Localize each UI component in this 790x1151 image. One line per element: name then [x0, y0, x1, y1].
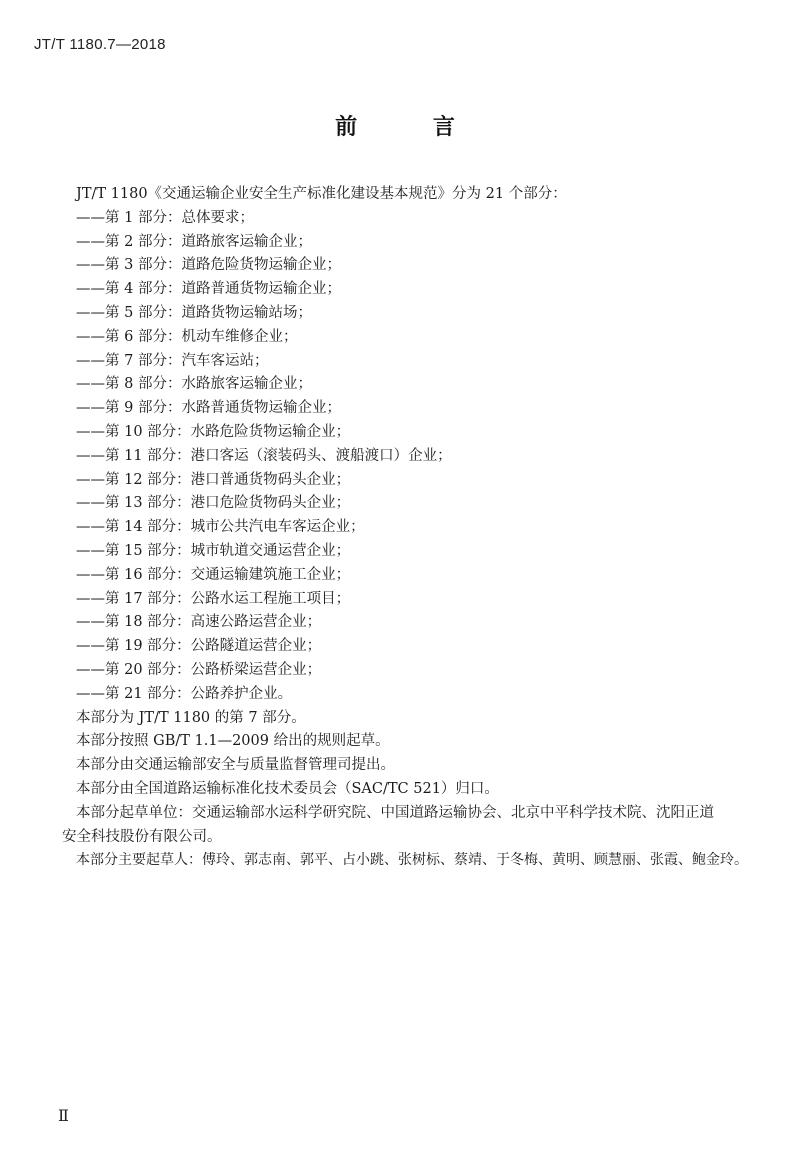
- list-item: ——第 2 部分：道路旅客运输企业；: [76, 233, 312, 250]
- list-item: ——第 9 部分：水路普通货物运输企业；: [76, 400, 341, 417]
- list-item: ——第 6 部分：机动车维修企业；: [76, 328, 298, 345]
- list-item: ——第 12 部分：港口普通货物码头企业；: [76, 471, 351, 488]
- list-item: ——第 19 部分：公路隧道运营企业；: [76, 638, 322, 655]
- drafters-paragraph: 本部分主要起草人：傅玲、郭志南、郭平、占小跳、张树标、蔡靖、于冬梅、黄明、顾慧丽、张霞、鲍金玲。: [76, 852, 748, 869]
- list-item: ——第 3 部分：道路危险货物运输企业；: [76, 257, 341, 274]
- part-number-paragraph: 本部分为 JT/T 1180 的第 7 部分。: [76, 709, 306, 726]
- intro-paragraph: JT/T 1180《交通运输企业安全生产标准化建设基本规范》分为 21 个部分：: [76, 186, 567, 202]
- proposer-paragraph: 本部分由交通运输部安全与质量监督管理司提出。: [76, 757, 395, 774]
- page-title: 前 言: [335, 115, 489, 140]
- list-item: ——第 7 部分：汽车客运站；: [76, 352, 269, 369]
- drafting-units-paragraph: 本部分起草单位：交通运输部水运科学研究院、中国道路运输协会、北京中平科学技术院、沈阳正道: [76, 804, 714, 821]
- list-item: ——第 15 部分：城市轨道交通运营企业；: [76, 542, 351, 559]
- list-item: ——第 17 部分：公路水运工程施工项目；: [76, 590, 351, 607]
- list-item: ——第 1 部分：总体要求；: [76, 209, 254, 226]
- foreword-body: [62, 183, 754, 873]
- list-item: ——第 5 部分：道路货物运输站场；: [76, 304, 312, 321]
- list-item: ——第 8 部分：水路旅客运输企业；: [76, 376, 312, 393]
- list-item: ——第 10 部分：水路危险货物运输企业；: [76, 423, 351, 440]
- parts-list: [62, 207, 754, 707]
- drafting-rules-paragraph: 本部分按照 GB/T 1.1—2009 给出的规则起草。: [76, 733, 390, 750]
- list-item: ——第 11 部分：港口客运（滚装码头、渡船渡口）企业；: [76, 447, 452, 464]
- list-item: ——第 21 部分：公路养护企业。: [76, 685, 293, 702]
- list-item: ——第 14 部分：城市公共汽电车客运企业；: [76, 519, 365, 536]
- list-item: ——第 20 部分：公路桥梁运营企业；: [76, 661, 322, 678]
- list-item: ——第 13 部分：港口危险货物码头企业；: [76, 495, 351, 512]
- drafting-units-paragraph-continued: 安全科技股份有限公司。: [62, 828, 222, 845]
- page-number: Ⅱ: [58, 1106, 69, 1125]
- technical-committee-paragraph: 本部分由全国道路运输标准化技术委员会（SAC/TC 521）归口。: [76, 780, 499, 797]
- list-item: ——第 4 部分：道路普通货物运输企业；: [76, 281, 341, 298]
- list-item: ——第 16 部分：交通运输建筑施工企业；: [76, 566, 351, 583]
- list-item: ——第 18 部分：高速公路运营企业；: [76, 614, 322, 631]
- document-number-header: JT/T 1180.7—2018: [34, 36, 166, 53]
